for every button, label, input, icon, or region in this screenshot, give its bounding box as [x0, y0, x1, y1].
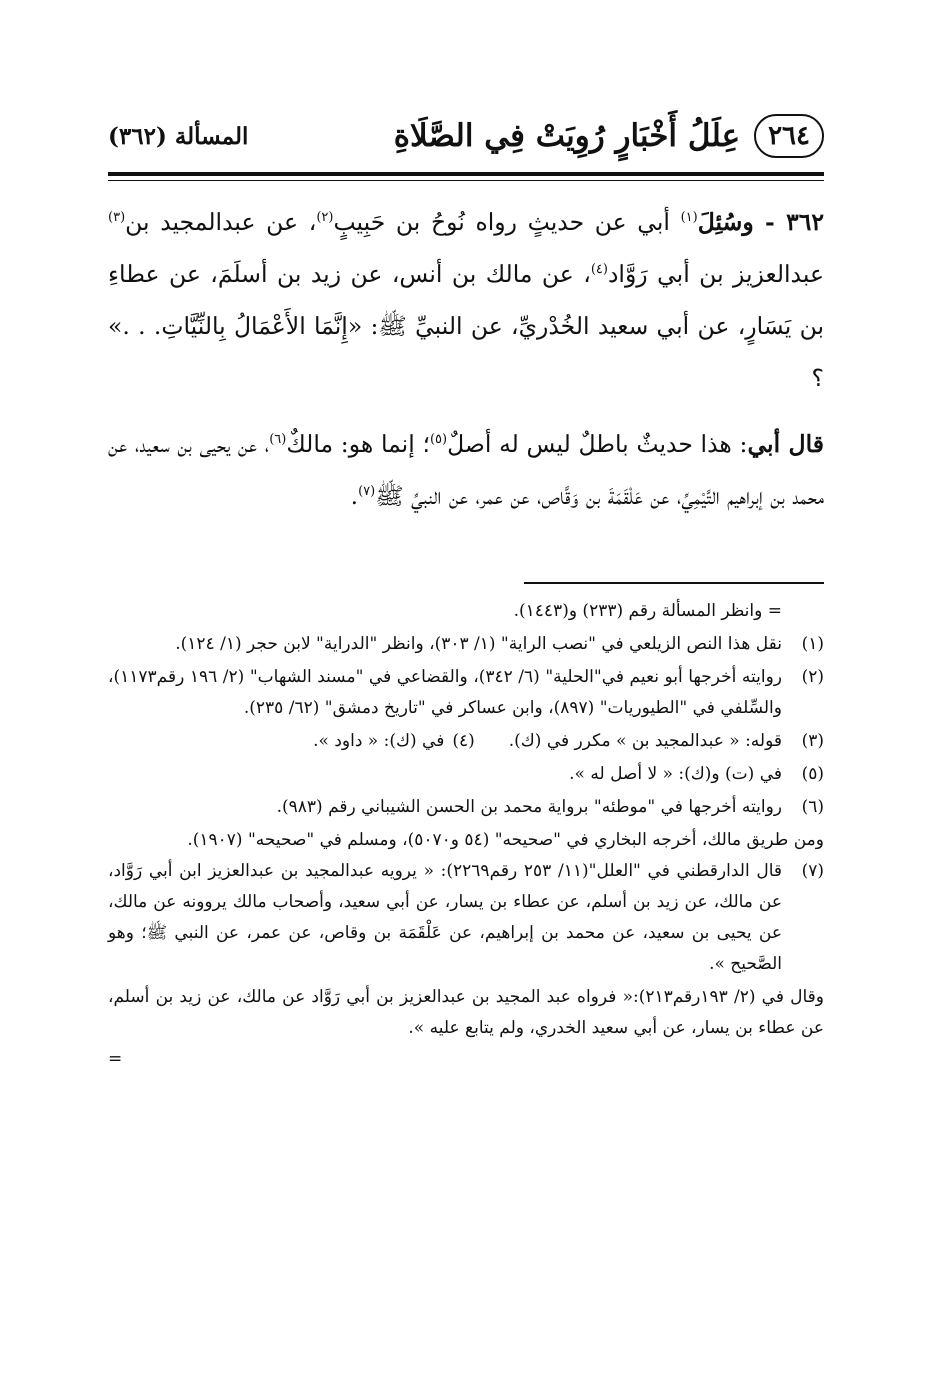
footnote-text: روايته أخرجها في "موطئه" برواية محمد بن الحسن الشيباني رقم (٩٨٣).	[276, 797, 782, 817]
question-text-b: أبي عن حديثٍ رواه نُوحُ بن حَبِيبٍ	[333, 208, 681, 236]
issue-number: ٣٦٢ -	[765, 208, 824, 236]
answer-text-e: .	[350, 482, 359, 510]
answer-text-d: ، عن يحيى بن سعيد، عن محمد بن إبراهيم التَّيْمِيِّ، عن عَلْقَمَةَ بن وَقَّاص، عن عمر، عن النبيِّ ﷺ	[108, 430, 824, 510]
footnotes	[108, 596, 824, 1075]
page-number: ٢٦٤	[754, 114, 824, 158]
footnote-continuation: = وانظر المسألة رقم (٢٣٣) و(١٤٤٣).	[513, 601, 782, 621]
footnote-ref-4[interactable]: (٤)	[590, 262, 608, 278]
footnote-ref-1[interactable]: (١)	[680, 210, 698, 226]
footnote-6-extra: ومن طريق مالك، أخرجه البخاري في "صحيحه" (٥٤ و٥٠٧٠)، ومسلم في "صحيحه" (١٩٠٧).	[187, 830, 824, 850]
continuation-marker: =	[108, 1049, 123, 1069]
main-text	[108, 196, 824, 522]
page-header	[108, 104, 824, 168]
footnote-3-4	[108, 726, 824, 757]
footnote-inline-group	[108, 726, 782, 757]
question-text-c: ، عن عبدالمجيد بن	[125, 208, 317, 236]
footnote-text: نقل هذا النص الزيلعي في "نصب الراية" (١/ ٣٠٣)، وانظر "الدراية" لابن حجر (١/ ١٢٤).	[175, 634, 782, 654]
footnote-7	[108, 856, 824, 980]
footnote-5	[108, 759, 824, 790]
book-title: عِلَلُ أَخْبَارٍ رُوِيَتْ فِي الصَّلَاةِ	[393, 118, 741, 154]
footnote-number: (٤)	[452, 731, 475, 751]
answer-text-c: ؛ إنما هو: مالكٌ	[286, 430, 430, 458]
footnote-ref-5[interactable]: (٥)	[429, 432, 448, 448]
issue-label: المسألة (٣٦٢)	[108, 122, 249, 150]
footnote-separator	[524, 582, 824, 584]
footnote-number: (٥)	[801, 764, 824, 784]
footnote-7-extra: وقال في (٢/ ١٩٣رقم٢١٣):« فرواه عبد المجيد بن عبدالعزيز بن أبي رَوَّاد عن مالك، عن زيد بن أسلم، عن عطاء بن يسار، عن أبي سعيد الخدري، ولم يتابع عليه ».	[108, 987, 824, 1038]
footnote-number: (٦)	[801, 797, 824, 817]
footnote-number: (١)	[801, 634, 824, 654]
footnote-2	[108, 662, 824, 724]
footnote-ref-7[interactable]: (٧)	[358, 484, 376, 500]
footnote-number: (٣)	[801, 731, 824, 751]
question-lead: وسُئِلَ	[697, 208, 766, 236]
footnote-6	[108, 792, 824, 823]
footnote-number: (٧)	[801, 861, 824, 881]
footnote-ref-2[interactable]: (٢)	[316, 210, 334, 226]
footnote-ref-6[interactable]: (٦)	[269, 432, 287, 448]
question-text-e: ، عن مالك بن أنس، عن زيد بن أسلَمَ، عن عطاءِ بن يَسَارٍ، عن أبي سعيد الخُدْريِّ، عن النبيِّ ﷺ: «إِنَّمَا الأَعْمَالُ بِالنِّيَّاتِ. . .» ؟	[108, 260, 824, 392]
footnote-text: قوله: « عبدالمجيد بن » مكرر في (ك).	[508, 731, 782, 751]
footnote-text: قال الدارقطني في "العلل"(١١/ ٢٥٣ رقم٢٢٦٩): « يرويه عبدالمجيد بن عبدالعزيز ابن أبي رَوَّاد، عن مالك، عن زيد بن أسلم، عن عطاء بن يسار، عن أبي سعيد، وأصحاب مالك يروونه عن مالك، عن يحيى بن سعيد، عن محمد بن إبراهيم، عن عَلْقَمَة بن وقاص، عن عمر، عن النبي ﷺ؛ وهو الصَّحيح ».	[108, 861, 783, 974]
footnote-text: في (ك): « داود ».	[313, 731, 445, 751]
footnote-1	[108, 629, 824, 660]
header-rule-thick	[108, 172, 824, 176]
answer-lead: قال أبي	[747, 430, 824, 458]
header-title-group	[394, 114, 824, 158]
footnote-text: في (ت) و(ك): « لا أصل له ».	[569, 764, 782, 784]
footnote-ref-3[interactable]: (٣)	[108, 210, 126, 226]
answer-text-b: : هذا حديثٌ باطلٌ ليس له أصلٌ	[447, 430, 748, 458]
answer-paragraph	[108, 418, 824, 522]
question-paragraph	[108, 196, 824, 404]
footnote-text: روايته أخرجها أبو نعيم في"الحلية" (٦/ ٣٤٢)، والقضاعي في "مسند الشهاب" (٢/ ١٩٦ رقم١١٧٣)، والسِّلفي في "الطيوريات" (٨٩٧)، وابن عساكر في "تاريخ دمشق" (٦٢/ ٢٣٥).	[108, 667, 782, 718]
question-text-d: عبدالعزيز بن أبي رَوَّاد	[607, 260, 824, 288]
header-rule-thin	[108, 180, 824, 181]
footnote-number: (٢)	[801, 667, 824, 687]
footnote-4-inline	[313, 726, 475, 757]
